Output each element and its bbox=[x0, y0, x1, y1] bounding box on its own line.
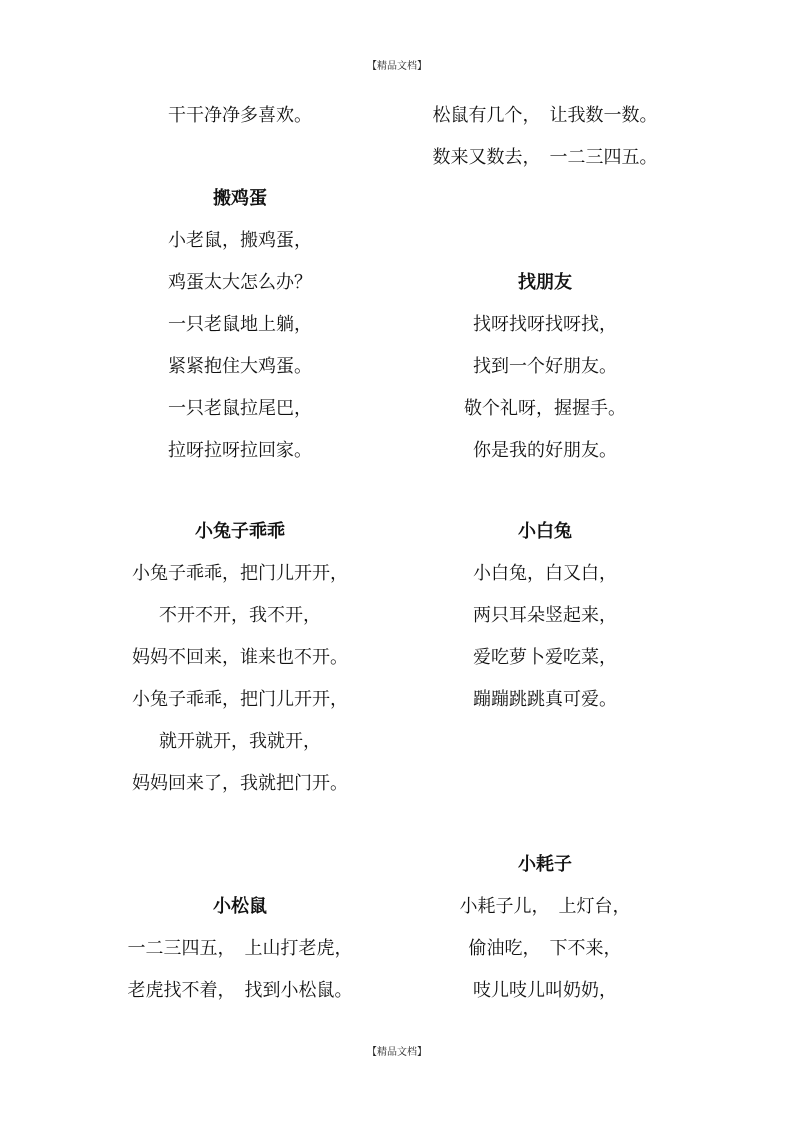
verse-line: 一二三四五， 上山打老虎， bbox=[127, 938, 353, 959]
verse-line: 吱儿吱儿叫奶奶， bbox=[473, 980, 617, 1001]
verse-line: 爱吃萝卜爱吃菜， bbox=[473, 647, 617, 668]
poem-title-find-friend: 找朋友 bbox=[518, 272, 572, 293]
verse-line: 找到一个好朋友。 bbox=[473, 356, 617, 377]
verse-line: 小老鼠，搬鸡蛋， bbox=[168, 230, 312, 251]
verse-line: 妈妈回来了，我就把门开。 bbox=[132, 773, 348, 794]
verse-line: 松鼠有几个， 让我数一数。 bbox=[432, 105, 658, 126]
poem-title-little-mouse: 小耗子 bbox=[518, 854, 572, 875]
verse-line: 数来又数去， 一二三四五。 bbox=[432, 147, 658, 168]
verse-line: 蹦蹦跳跳真可爱。 bbox=[473, 689, 617, 710]
verse-line: 妈妈不回来，谁来也不开。 bbox=[132, 647, 348, 668]
verse-line: 老虎找不着， 找到小松鼠。 bbox=[127, 980, 353, 1001]
verse-line: 鸡蛋太大怎么办？ bbox=[168, 272, 312, 293]
verse-line: 你是我的好朋友。 bbox=[473, 440, 617, 461]
verse-line: 小耗子儿， 上灯台， bbox=[459, 896, 631, 917]
verse-line: 小兔子乖乖，把门儿开开， bbox=[132, 689, 348, 710]
right-column bbox=[415, 0, 675, 1123]
verse-line: 小白兔，白又白， bbox=[473, 563, 617, 584]
poem-title-carry-eggs: 搬鸡蛋 bbox=[213, 188, 267, 209]
verse-line: 一只老鼠拉尾巴， bbox=[168, 398, 312, 419]
verse-line: 干干净净多喜欢。 bbox=[168, 105, 312, 126]
verse-line: 拉呀拉呀拉回家。 bbox=[168, 440, 312, 461]
left-column bbox=[110, 0, 370, 1123]
poem-title-little-squirrel: 小松鼠 bbox=[213, 896, 267, 917]
verse-line: 就开就开，我就开， bbox=[159, 731, 321, 752]
verse-line: 两只耳朵竖起来， bbox=[473, 605, 617, 626]
poem-title-good-bunny: 小兔子乖乖 bbox=[195, 521, 285, 542]
verse-line: 偷油吃， 下不来， bbox=[468, 938, 622, 959]
verse-line: 紧紧抱住大鸡蛋。 bbox=[168, 356, 312, 377]
page-header: 【精品文档】 bbox=[367, 61, 427, 72]
verse-line: 不开不开，我不开， bbox=[159, 605, 321, 626]
verse-line: 敬个礼呀，握握手。 bbox=[464, 398, 626, 419]
verse-line: 找呀找呀找呀找， bbox=[473, 314, 617, 335]
verse-line: 一只老鼠地上躺， bbox=[168, 314, 312, 335]
verse-line: 小兔子乖乖，把门儿开开， bbox=[132, 563, 348, 584]
page-footer: 【精品文档】 bbox=[367, 1047, 427, 1058]
poem-title-white-rabbit: 小白兔 bbox=[518, 521, 572, 542]
